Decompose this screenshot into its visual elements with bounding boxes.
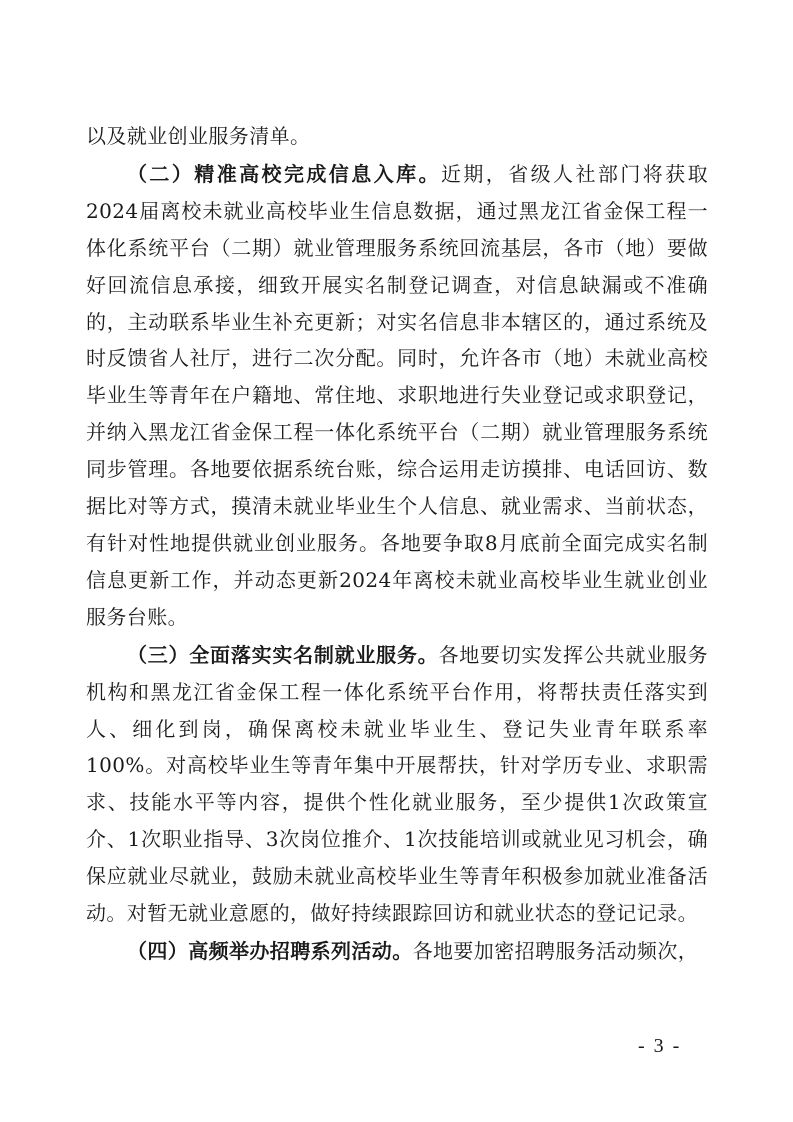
- paragraph-3-text: 各地要切实发挥公共就业服务机构和黑龙江省金保工程一体化系统平台作用，将帮扶责任落实到人、细化到岗，确保离校未就业毕业生、登记失业青年联系率100%。对高校毕业生等青年集中开展帮扶，针对学历专业、求职需求、技能水平等内容，提供个性化就业服务，至少提供1次政策宣介、1次职业指导、3次岗位推介、1次技能培训或就业见习机会，确保应就业尽就业，鼓励未就业高校毕业生等青年积极参加就业准备活动。对暂无就业意愿的，做好持续跟踪回访和就业状态的登记记录。: [86, 642, 709, 926]
- paragraph-2-text: 近期，省级人社部门将获取2024届离校未就业高校毕业生信息数据，通过黑龙江省金保工程一体化系统平台（二期）就业管理服务系统回流基层，各市（地）要做好回流信息承接，细致开展实名制登记调查，对信息缺漏或不准确的，主动联系毕业生补充更新；对实名信息非本辖区的，通过系统及时反馈省人社厅，进行二次分配。同时，允许各市（地）未就业高校毕业生等青年在户籍地、常住地、求职地进行失业登记或求职登记，并纳入黑龙江省金保工程一体化系统平台（二期）就业管理服务系统同步管理。各地要依据系统台账，综合运用走访摸排、电话回访、数据比对等方式，摸清未就业毕业生个人信息、就业需求、当前状态，有针对性地提供就业创业服务。各地要争取8月底前全面完成实名制信息更新工作，并动态更新2024年离校未就业高校毕业生就业创业服务台账。: [86, 161, 708, 629]
- paragraph-2-heading: （二）精准高校完成信息入库。: [127, 161, 441, 186]
- paragraph-3-heading: （三）全面落实实名制就业服务。: [127, 642, 439, 667]
- paragraph-4: [86, 933, 708, 970]
- paragraph-2: [86, 156, 708, 636]
- document-body: [86, 118, 708, 970]
- paragraph-4-heading: （四）高频举办招聘系列活动。: [127, 938, 413, 963]
- paragraph-4-text: 各地要加密招聘服务活动频次，: [412, 938, 699, 963]
- paragraph-1-text: 以及就业创业服务清单。: [86, 124, 311, 148]
- paragraph-3: [86, 637, 708, 932]
- page-number: - 3 -: [638, 1035, 682, 1057]
- paragraph-1: [86, 118, 708, 155]
